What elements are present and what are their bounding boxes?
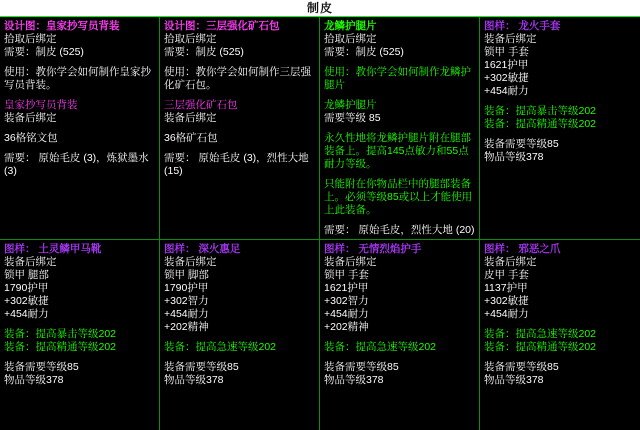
tooltip-line: 装备：提高急速等级202 [324, 341, 437, 353]
tooltip-item-name: 图样： 深火惠足 [164, 243, 241, 255]
tooltip-grid [0, 16, 640, 430]
tooltip-item-name: 龙鳞护腿片 [324, 20, 377, 32]
tooltip-line: 需要： 原始毛皮 (3)，烈性大地 (15) [164, 152, 309, 177]
tooltip-dragonfire-gloves[interactable] [480, 17, 640, 240]
tooltip-spacer [4, 125, 155, 132]
tooltip-line: 装备：提高精通等级202 [484, 118, 597, 130]
tooltip-spacer [164, 145, 315, 152]
tooltip-line: 装备后绑定 [484, 256, 537, 268]
tooltip-line: 1621护甲 [324, 282, 369, 294]
tooltip-line: 装备：提高精通等级202 [484, 341, 597, 353]
tooltip-line: 永久性地将龙鳞护腿片附在腿部装备上。提高145点敏力和55点耐力等级。 [324, 132, 471, 170]
page-title: 制皮 [0, 0, 640, 16]
tooltip-line: 装备需要等级85 [324, 361, 399, 373]
tooltip-line: 需要等级 85 [324, 112, 381, 124]
tooltip-line: 1137护甲 [484, 282, 528, 294]
tooltip-line: 锁甲 手套 [484, 46, 529, 58]
tooltip-spacer [4, 354, 155, 361]
tooltip-spacer [484, 98, 636, 105]
tooltip-line: 需要：制皮 (525) [324, 46, 404, 58]
tooltip-spacer [324, 334, 475, 341]
tooltip-line: 装备后绑定 [4, 112, 57, 124]
tooltip-line: 36格铭文包 [4, 132, 58, 144]
tooltip-line: 装备：提高急速等级202 [164, 341, 277, 353]
tooltip-earthspirit-chain-boots[interactable] [0, 240, 160, 430]
tooltip-line: 装备：提高急速等级202 [484, 328, 597, 340]
tooltip-item-name: 设计图：皇家抄写员背装 [4, 20, 120, 32]
tooltip-spacer [164, 92, 315, 99]
tooltip-item-name: 图样： 无情烈焰护手 [324, 243, 422, 255]
tooltip-spacer [324, 217, 475, 224]
tooltip-line: 装备后绑定 [484, 33, 537, 45]
tooltip-spacer [164, 125, 315, 132]
tooltip-line: 使用：教你学会如何制作皇家抄写员背装。 [4, 66, 151, 91]
tooltip-line: 物品等级378 [324, 374, 384, 386]
tooltip-line: +202精神 [164, 321, 209, 333]
tooltip-evil-claw-gloves[interactable] [480, 240, 640, 430]
tooltip-line: +454耐力 [484, 308, 529, 320]
tooltip-line: 拾取后绑定 [164, 33, 217, 45]
tooltip-merciless-gladiator-gloves[interactable] [320, 240, 480, 430]
tooltip-line: 物品等级378 [4, 374, 64, 386]
tooltip-line: 需要： 原始毛皮 (3)，炼狱墨水 (3) [4, 152, 149, 177]
tooltip-line: 装备后绑定 [164, 256, 217, 268]
tooltip-item-name: 图样： 土灵鳞甲马靴 [4, 243, 102, 255]
tooltip-deep-earth-legguards[interactable] [160, 240, 320, 430]
tooltip-spacer [324, 92, 475, 99]
tooltip-line: 三层强化矿石包 [164, 99, 238, 111]
tooltip-line: 龙鳞护腿片 [324, 99, 377, 111]
tooltip-line: 使用：教你学会如何制作三层强化矿石包。 [164, 66, 311, 91]
tooltip-line: 需要： 原始毛皮，烈性大地 (20) [324, 224, 475, 236]
tooltip-spacer [164, 354, 315, 361]
tooltip-line: 锁甲 脚部 [164, 269, 209, 281]
tooltip-dragon-leg-armor[interactable] [320, 17, 480, 240]
tooltip-line: +302敏捷 [484, 72, 529, 84]
tooltip-line: 36格矿石包 [164, 132, 218, 144]
tooltip-line: 需要：制皮 (525) [4, 46, 84, 58]
tooltip-line: +454耐力 [164, 308, 209, 320]
tooltip-spacer [4, 59, 155, 66]
tooltip-line: 皇家抄写员背装 [4, 99, 78, 111]
tooltip-spacer [324, 59, 475, 66]
tooltip-line: 锁甲 腿部 [4, 269, 49, 281]
tooltip-line: 1790护甲 [164, 282, 209, 294]
tooltip-line: 物品等级378 [484, 374, 544, 386]
tooltip-spacer [4, 92, 155, 99]
tooltip-spacer [164, 334, 315, 341]
tooltip-line: +302敏捷 [4, 295, 49, 307]
tooltip-royal-blueprint-backpack[interactable] [0, 17, 160, 240]
tooltip-item-name: 图样： 邪恶之爪 [484, 243, 561, 255]
tooltip-line: 装备后绑定 [164, 112, 217, 124]
tooltip-line: 物品等级378 [484, 151, 544, 163]
tooltip-line: 皮甲 手套 [484, 269, 529, 281]
tooltip-spacer [484, 131, 636, 138]
tooltip-line: +302智力 [164, 295, 209, 307]
tooltip-item-name: 设计图：三层强化矿石包 [164, 20, 280, 32]
tooltip-line: +302敏捷 [484, 295, 529, 307]
tooltip-line: 使用：教你学会如何制作龙鳞护腿片 [324, 66, 471, 91]
tooltip-line: 装备后绑定 [324, 256, 377, 268]
tooltip-line: +454耐力 [4, 308, 49, 320]
tooltip-line: +202精神 [324, 321, 369, 333]
tooltip-spacer [4, 321, 155, 328]
tooltip-line: 装备：提高暴击等级202 [4, 328, 117, 340]
tooltip-spacer [324, 171, 475, 178]
tooltip-line: 装备需要等级85 [4, 361, 79, 373]
tooltip-line: 只能附在你物品栏中的腿部装备上。必须等级85或以上才能使用上此装备。 [324, 178, 473, 216]
tooltip-spacer [324, 125, 475, 132]
tooltip-line: 拾取后绑定 [4, 33, 57, 45]
tooltip-line: 物品等级378 [164, 374, 224, 386]
tooltip-line: 装备需要等级85 [164, 361, 239, 373]
tooltip-line: 装备：提高暴击等级202 [484, 105, 597, 117]
tooltip-line: 装备需要等级85 [484, 138, 559, 150]
tooltip-line: 1621护甲 [484, 59, 529, 71]
tooltip-triple-reinforced-ore-bag[interactable] [160, 17, 320, 240]
tooltip-line: 装备后绑定 [4, 256, 57, 268]
tooltip-line: +454耐力 [484, 85, 529, 97]
tooltip-spacer [164, 59, 315, 66]
tooltip-line: 锁甲 手套 [324, 269, 369, 281]
tooltip-line: 需要：制皮 (525) [164, 46, 244, 58]
tooltip-line: 装备需要等级85 [484, 361, 559, 373]
tooltip-spacer [484, 321, 636, 328]
tooltip-line: +302智力 [324, 295, 369, 307]
tooltip-line: +454耐力 [324, 308, 369, 320]
tooltip-item-name: 图样： 龙火手套 [484, 20, 561, 32]
tooltip-spacer [4, 145, 155, 152]
tooltip-spacer [484, 354, 636, 361]
tooltip-line: 拾取后绑定 [324, 33, 377, 45]
tooltip-line: 1790护甲 [4, 282, 49, 294]
tooltip-line: 装备：提高精通等级202 [4, 341, 117, 353]
tooltip-spacer [324, 354, 475, 361]
